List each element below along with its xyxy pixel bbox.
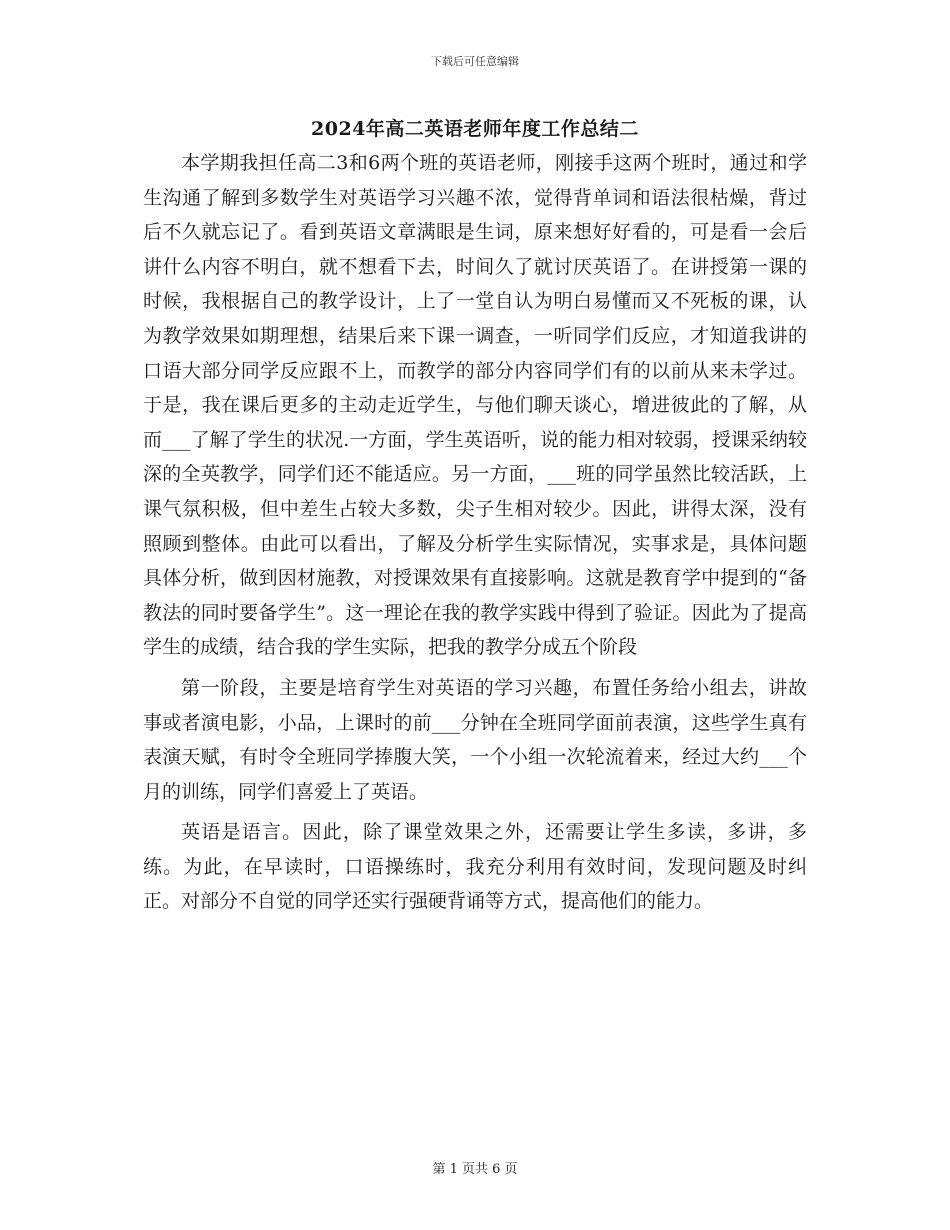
document-title: 2024年高二英语老师年度工作总结二 <box>311 118 639 140</box>
paragraph-language-practice: 英语是语言。因此，除了课堂效果之外，还需要让学生多读，多讲，多练。为此，在早读时，口语操练时，我充分利用有效时间，发现问题及时纠正。对部分不自觉的同学还实行强硬背诵等方式，提高他们的能力。 <box>143 821 807 913</box>
paragraph-intro: 本学期我担任高二3和6两个班的英语老师，刚接手这两个班时，通过和学生沟通了解到多数学生对英语学习兴趣不浓，觉得背单词和语法很枯燥，背过后不久就忘记了。看到英语文章满眼是生词，原来想好好看的，可是看一会后讲什么内容不明白，就不想看下去，时间久了就讨厌英语了。在讲授第一课的时候，我根据自己的教学设计，上了一堂自认为明白易懂而又不死板的课，认为教学效果如期理想，结果后来下课一调查，一听同学们反应，才知道我讲的口语大部分同学反应跟不上，而教学的部分内容同学们有的以前从来未学过。于是，我在课后更多的主动走近学生，与他们聊天谈心，增进彼此的了解，从而___了解了学生的状况.一方面，学生英语听，说的能力相对较弱，授课采纳较深的全英教学，同学们还不能适应。另一方面，___班的同学虽然比较活跃，上课气氛积极，但中差生占较大多数，尖子生相对较少。因此，讲得太深，没有照顾到整体。由此可以看出，了解及分析学生实际情况，实事求是，具体问题具体分析，做到因材施教，对授课效果有直接影响。这就是教育学中提到的“备教法的同时要备学生”。这一理论在我的教学实践中得到了验证。因此为了提高学生的成绩，结合我的学生实际，把我的教学分成五个阶段 <box>143 152 807 659</box>
page-header-note: 下载后可任意编辑 <box>431 55 519 68</box>
paragraph-stage-one: 第一阶段，主要是培育学生对英语的学习兴趣，布置任务给小组去，讲故事或者演电影，小品，上课时的前___分钟在全班同学面前表演，这些学生真有表演天赋，有时令全班同学捧腹大笑，一个小组一次轮流着来，经过大约___个月的训练，同学们喜爱上了英语。 <box>143 676 807 803</box>
page-number: 第 1 页共 6 页 <box>432 1162 518 1177</box>
document-body <box>143 146 807 919</box>
